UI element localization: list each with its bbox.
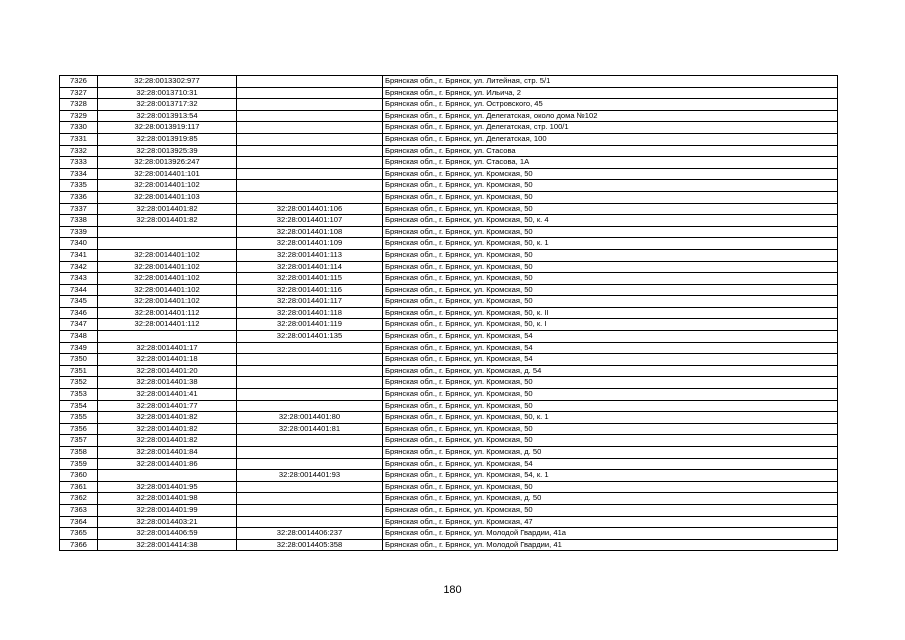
parent-cadastral-number-cell: 32:28:0014401:113 bbox=[237, 249, 383, 261]
table-row bbox=[60, 157, 838, 169]
parent-cadastral-number-cell bbox=[237, 516, 383, 528]
row-number-cell: 7347 bbox=[60, 319, 98, 331]
parent-cadastral-number-cell: 32:28:0014401:81 bbox=[237, 423, 383, 435]
row-number-cell: 7350 bbox=[60, 354, 98, 366]
address-cell: Брянская обл., г. Брянск, ул. Кромская, 50 bbox=[383, 284, 838, 296]
parent-cadastral-number-cell bbox=[237, 110, 383, 122]
table-row bbox=[60, 203, 838, 215]
table-row bbox=[60, 481, 838, 493]
parent-cadastral-number-cell: 32:28:0014401:109 bbox=[237, 238, 383, 250]
address-cell: Брянская обл., г. Брянск, ул. Кромская, 50 bbox=[383, 191, 838, 203]
address-cell: Брянская обл., г. Брянск, ул. Делегатская, 100 bbox=[383, 133, 838, 145]
parent-cadastral-number-cell bbox=[237, 168, 383, 180]
table-row bbox=[60, 273, 838, 285]
address-cell: Брянская обл., г. Брянск, ул. Кромская, 54, к. 1 bbox=[383, 470, 838, 482]
table-row bbox=[60, 354, 838, 366]
parent-cadastral-number-cell: 32:28:0014401:135 bbox=[237, 331, 383, 343]
table-row bbox=[60, 145, 838, 157]
cadastral-number-cell: 32:28:0014401:99 bbox=[98, 504, 237, 516]
table-row bbox=[60, 539, 838, 551]
table-row bbox=[60, 122, 838, 134]
address-cell: Брянская обл., г. Брянск, ул. Молодой Гвардии, 41а bbox=[383, 528, 838, 540]
address-cell: Брянская обл., г. Брянск, ул. Стасова bbox=[383, 145, 838, 157]
address-cell: Брянская обл., г. Брянск, ул. Кромская, 50 bbox=[383, 435, 838, 447]
address-cell: Брянская обл., г. Брянск, ул. Кромская, д. 50 bbox=[383, 447, 838, 459]
row-number-cell: 7358 bbox=[60, 447, 98, 459]
address-cell: Брянская обл., г. Брянск, ул. Кромская, 50 bbox=[383, 389, 838, 401]
parent-cadastral-number-cell: 32:28:0014405:358 bbox=[237, 539, 383, 551]
row-number-cell: 7348 bbox=[60, 331, 98, 343]
row-number-cell: 7355 bbox=[60, 412, 98, 424]
cadastral-number-cell: 32:28:0014401:82 bbox=[98, 423, 237, 435]
cadastral-number-cell: 32:28:0013919:117 bbox=[98, 122, 237, 134]
row-number-cell: 7351 bbox=[60, 365, 98, 377]
table-row bbox=[60, 307, 838, 319]
cadastral-number-cell: 32:28:0014401:82 bbox=[98, 412, 237, 424]
table-row bbox=[60, 226, 838, 238]
table-row bbox=[60, 238, 838, 250]
cadastral-number-cell: 32:28:0013717:32 bbox=[98, 99, 237, 111]
parent-cadastral-number-cell: 32:28:0014401:115 bbox=[237, 273, 383, 285]
cadastral-number-cell: 32:28:0014401:18 bbox=[98, 354, 237, 366]
cadastral-number-cell: 32:28:0014401:101 bbox=[98, 168, 237, 180]
cadastral-number-cell: 32:28:0014414:38 bbox=[98, 539, 237, 551]
cadastral-number-cell: 32:28:0014401:102 bbox=[98, 249, 237, 261]
parent-cadastral-number-cell bbox=[237, 435, 383, 447]
parent-cadastral-number-cell: 32:28:0014401:93 bbox=[237, 470, 383, 482]
table-row bbox=[60, 168, 838, 180]
parent-cadastral-number-cell bbox=[237, 400, 383, 412]
row-number-cell: 7338 bbox=[60, 215, 98, 227]
cadastral-number-cell: 32:28:0013925:39 bbox=[98, 145, 237, 157]
address-cell: Брянская обл., г. Брянск, ул. Кромская, д. 50 bbox=[383, 493, 838, 505]
cadastral-number-cell: 32:28:0014401:86 bbox=[98, 458, 237, 470]
address-cell: Брянская обл., г. Брянск, ул. Делегатская, стр. 100/1 bbox=[383, 122, 838, 134]
cadastral-number-cell: 32:28:0014401:95 bbox=[98, 481, 237, 493]
parent-cadastral-number-cell bbox=[237, 365, 383, 377]
address-cell: Брянская обл., г. Брянск, ул. Кромская, 50 bbox=[383, 226, 838, 238]
table-row bbox=[60, 528, 838, 540]
address-cell: Брянская обл., г. Брянск, ул. Кромская, 54 bbox=[383, 354, 838, 366]
address-cell: Брянская обл., г. Брянск, ул. Кромская, 50 bbox=[383, 168, 838, 180]
table-row bbox=[60, 215, 838, 227]
row-number-cell: 7326 bbox=[60, 76, 98, 88]
cadastral-number-cell: 32:28:0013710:31 bbox=[98, 87, 237, 99]
row-number-cell: 7343 bbox=[60, 273, 98, 285]
cadastral-number-cell: 32:28:0013919:85 bbox=[98, 133, 237, 145]
address-cell: Брянская обл., г. Брянск, ул. Кромская, 50 bbox=[383, 180, 838, 192]
row-number-cell: 7329 bbox=[60, 110, 98, 122]
address-cell: Брянская обл., г. Брянск, ул. Кромская, 54 bbox=[383, 331, 838, 343]
parent-cadastral-number-cell bbox=[237, 145, 383, 157]
row-number-cell: 7336 bbox=[60, 191, 98, 203]
parent-cadastral-number-cell bbox=[237, 504, 383, 516]
row-number-cell: 7344 bbox=[60, 284, 98, 296]
cadastral-number-cell: 32:28:0013926:247 bbox=[98, 157, 237, 169]
registry-table bbox=[59, 75, 838, 551]
table-row bbox=[60, 470, 838, 482]
parent-cadastral-number-cell: 32:28:0014401:117 bbox=[237, 296, 383, 308]
cadastral-number-cell bbox=[98, 226, 237, 238]
address-cell: Брянская обл., г. Брянск, ул. Кромская, 54 bbox=[383, 342, 838, 354]
address-cell: Брянская обл., г. Брянск, ул. Кромская, 50 bbox=[383, 481, 838, 493]
row-number-cell: 7327 bbox=[60, 87, 98, 99]
table-row bbox=[60, 377, 838, 389]
cadastral-number-cell: 32:28:0014401:102 bbox=[98, 261, 237, 273]
row-number-cell: 7364 bbox=[60, 516, 98, 528]
row-number-cell: 7345 bbox=[60, 296, 98, 308]
table-row bbox=[60, 133, 838, 145]
cadastral-number-cell: 32:28:0014401:17 bbox=[98, 342, 237, 354]
row-number-cell: 7337 bbox=[60, 203, 98, 215]
table-row bbox=[60, 331, 838, 343]
parent-cadastral-number-cell: 32:28:0014401:118 bbox=[237, 307, 383, 319]
page-number: 180 bbox=[443, 584, 462, 596]
address-cell: Брянская обл., г. Брянск, ул. Кромская, 50, к. II bbox=[383, 307, 838, 319]
row-number-cell: 7339 bbox=[60, 226, 98, 238]
cadastral-number-cell: 32:28:0014401:102 bbox=[98, 284, 237, 296]
row-number-cell: 7334 bbox=[60, 168, 98, 180]
table-row bbox=[60, 389, 838, 401]
address-cell: Брянская обл., г. Брянск, ул. Кромская, 50 bbox=[383, 423, 838, 435]
row-number-cell: 7330 bbox=[60, 122, 98, 134]
row-number-cell: 7365 bbox=[60, 528, 98, 540]
table-row bbox=[60, 412, 838, 424]
table-row bbox=[60, 191, 838, 203]
address-cell: Брянская обл., г. Брянск, ул. Островского, 45 bbox=[383, 99, 838, 111]
address-cell: Брянская обл., г. Брянск, ул. Молодой Гвардии, 41 bbox=[383, 539, 838, 551]
table-row bbox=[60, 435, 838, 447]
address-cell: Брянская обл., г. Брянск, ул. Кромская, 50, к. 1 bbox=[383, 412, 838, 424]
parent-cadastral-number-cell: 32:28:0014401:108 bbox=[237, 226, 383, 238]
parent-cadastral-number-cell bbox=[237, 76, 383, 88]
row-number-cell: 7363 bbox=[60, 504, 98, 516]
registry-table-container bbox=[59, 75, 838, 551]
address-cell: Брянская обл., г. Брянск, ул. Кромская, 47 bbox=[383, 516, 838, 528]
row-number-cell: 7332 bbox=[60, 145, 98, 157]
table-row bbox=[60, 458, 838, 470]
cadastral-number-cell: 32:28:0014406:59 bbox=[98, 528, 237, 540]
parent-cadastral-number-cell bbox=[237, 354, 383, 366]
row-number-cell: 7362 bbox=[60, 493, 98, 505]
table-row bbox=[60, 493, 838, 505]
parent-cadastral-number-cell bbox=[237, 87, 383, 99]
parent-cadastral-number-cell bbox=[237, 342, 383, 354]
cadastral-number-cell bbox=[98, 470, 237, 482]
parent-cadastral-number-cell bbox=[237, 389, 383, 401]
row-number-cell: 7349 bbox=[60, 342, 98, 354]
row-number-cell: 7359 bbox=[60, 458, 98, 470]
row-number-cell: 7335 bbox=[60, 180, 98, 192]
table-row bbox=[60, 296, 838, 308]
parent-cadastral-number-cell bbox=[237, 122, 383, 134]
cadastral-number-cell: 32:28:0014401:112 bbox=[98, 319, 237, 331]
address-cell: Брянская обл., г. Брянск, ул. Кромская, 50 bbox=[383, 400, 838, 412]
parent-cadastral-number-cell: 32:28:0014401:116 bbox=[237, 284, 383, 296]
row-number-cell: 7340 bbox=[60, 238, 98, 250]
table-row bbox=[60, 423, 838, 435]
cadastral-number-cell: 32:28:0014401:84 bbox=[98, 447, 237, 459]
row-number-cell: 7361 bbox=[60, 481, 98, 493]
cadastral-number-cell: 32:28:0014403:21 bbox=[98, 516, 237, 528]
parent-cadastral-number-cell: 32:28:0014406:237 bbox=[237, 528, 383, 540]
address-cell: Брянская обл., г. Брянск, ул. Кромская, 50 bbox=[383, 377, 838, 389]
cadastral-number-cell: 32:28:0013302:977 bbox=[98, 76, 237, 88]
table-row bbox=[60, 87, 838, 99]
row-number-cell: 7341 bbox=[60, 249, 98, 261]
cadastral-number-cell: 32:28:0014401:38 bbox=[98, 377, 237, 389]
table-row bbox=[60, 284, 838, 296]
table-row bbox=[60, 99, 838, 111]
row-number-cell: 7360 bbox=[60, 470, 98, 482]
parent-cadastral-number-cell: 32:28:0014401:119 bbox=[237, 319, 383, 331]
address-cell: Брянская обл., г. Брянск, ул. Кромская, д. 54 bbox=[383, 365, 838, 377]
row-number-cell: 7366 bbox=[60, 539, 98, 551]
cadastral-number-cell bbox=[98, 238, 237, 250]
parent-cadastral-number-cell bbox=[237, 133, 383, 145]
table-row bbox=[60, 504, 838, 516]
table-row bbox=[60, 516, 838, 528]
parent-cadastral-number-cell bbox=[237, 481, 383, 493]
table-row bbox=[60, 400, 838, 412]
row-number-cell: 7357 bbox=[60, 435, 98, 447]
address-cell: Брянская обл., г. Брянск, ул. Кромская, 50 bbox=[383, 504, 838, 516]
cadastral-number-cell: 32:28:0014401:98 bbox=[98, 493, 237, 505]
cadastral-number-cell: 32:28:0014401:112 bbox=[98, 307, 237, 319]
address-cell: Брянская обл., г. Брянск, ул. Кромская, 50 bbox=[383, 273, 838, 285]
table-row bbox=[60, 110, 838, 122]
table-row bbox=[60, 249, 838, 261]
parent-cadastral-number-cell bbox=[237, 447, 383, 459]
parent-cadastral-number-cell bbox=[237, 493, 383, 505]
parent-cadastral-number-cell bbox=[237, 157, 383, 169]
parent-cadastral-number-cell: 32:28:0014401:106 bbox=[237, 203, 383, 215]
parent-cadastral-number-cell: 32:28:0014401:80 bbox=[237, 412, 383, 424]
address-cell: Брянская обл., г. Брянск, ул. Делегатская, около дома №102 bbox=[383, 110, 838, 122]
registry-table-body bbox=[60, 76, 838, 551]
address-cell: Брянская обл., г. Брянск, ул. Кромская, 50 bbox=[383, 261, 838, 273]
cadastral-number-cell: 32:28:0014401:20 bbox=[98, 365, 237, 377]
cadastral-number-cell: 32:28:0014401:41 bbox=[98, 389, 237, 401]
table-row bbox=[60, 261, 838, 273]
table-row bbox=[60, 180, 838, 192]
row-number-cell: 7354 bbox=[60, 400, 98, 412]
row-number-cell: 7342 bbox=[60, 261, 98, 273]
parent-cadastral-number-cell bbox=[237, 99, 383, 111]
row-number-cell: 7356 bbox=[60, 423, 98, 435]
address-cell: Брянская обл., г. Брянск, ул. Кромская, 50 bbox=[383, 203, 838, 215]
row-number-cell: 7331 bbox=[60, 133, 98, 145]
cadastral-number-cell: 32:28:0013913:54 bbox=[98, 110, 237, 122]
row-number-cell: 7346 bbox=[60, 307, 98, 319]
row-number-cell: 7328 bbox=[60, 99, 98, 111]
parent-cadastral-number-cell bbox=[237, 377, 383, 389]
cadastral-number-cell: 32:28:0014401:77 bbox=[98, 400, 237, 412]
cadastral-number-cell: 32:28:0014401:82 bbox=[98, 435, 237, 447]
table-row bbox=[60, 76, 838, 88]
address-cell: Брянская обл., г. Брянск, ул. Кромская, 50, к. 1 bbox=[383, 238, 838, 250]
cadastral-number-cell: 32:28:0014401:102 bbox=[98, 296, 237, 308]
address-cell: Брянская обл., г. Брянск, ул. Стасова, 1А bbox=[383, 157, 838, 169]
address-cell: Брянская обл., г. Брянск, ул. Кромская, 50, к. 4 bbox=[383, 215, 838, 227]
cadastral-number-cell: 32:28:0014401:102 bbox=[98, 273, 237, 285]
parent-cadastral-number-cell: 32:28:0014401:114 bbox=[237, 261, 383, 273]
cadastral-number-cell: 32:28:0014401:82 bbox=[98, 215, 237, 227]
parent-cadastral-number-cell bbox=[237, 458, 383, 470]
address-cell: Брянская обл., г. Брянск, ул. Литейная, стр. 5/1 bbox=[383, 76, 838, 88]
row-number-cell: 7352 bbox=[60, 377, 98, 389]
row-number-cell: 7333 bbox=[60, 157, 98, 169]
row-number-cell: 7353 bbox=[60, 389, 98, 401]
cadastral-number-cell: 32:28:0014401:102 bbox=[98, 180, 237, 192]
address-cell: Брянская обл., г. Брянск, ул. Кромская, 50, к. I bbox=[383, 319, 838, 331]
parent-cadastral-number-cell bbox=[237, 191, 383, 203]
parent-cadastral-number-cell bbox=[237, 180, 383, 192]
table-row bbox=[60, 447, 838, 459]
table-row bbox=[60, 365, 838, 377]
table-row bbox=[60, 342, 838, 354]
cadastral-number-cell: 32:28:0014401:103 bbox=[98, 191, 237, 203]
address-cell: Брянская обл., г. Брянск, ул. Кромская, 54 bbox=[383, 458, 838, 470]
cadastral-number-cell: 32:28:0014401:82 bbox=[98, 203, 237, 215]
parent-cadastral-number-cell: 32:28:0014401:107 bbox=[237, 215, 383, 227]
address-cell: Брянская обл., г. Брянск, ул. Ильича, 2 bbox=[383, 87, 838, 99]
cadastral-number-cell bbox=[98, 331, 237, 343]
table-row bbox=[60, 319, 838, 331]
address-cell: Брянская обл., г. Брянск, ул. Кромская, 50 bbox=[383, 296, 838, 308]
address-cell: Брянская обл., г. Брянск, ул. Кромская, 50 bbox=[383, 249, 838, 261]
